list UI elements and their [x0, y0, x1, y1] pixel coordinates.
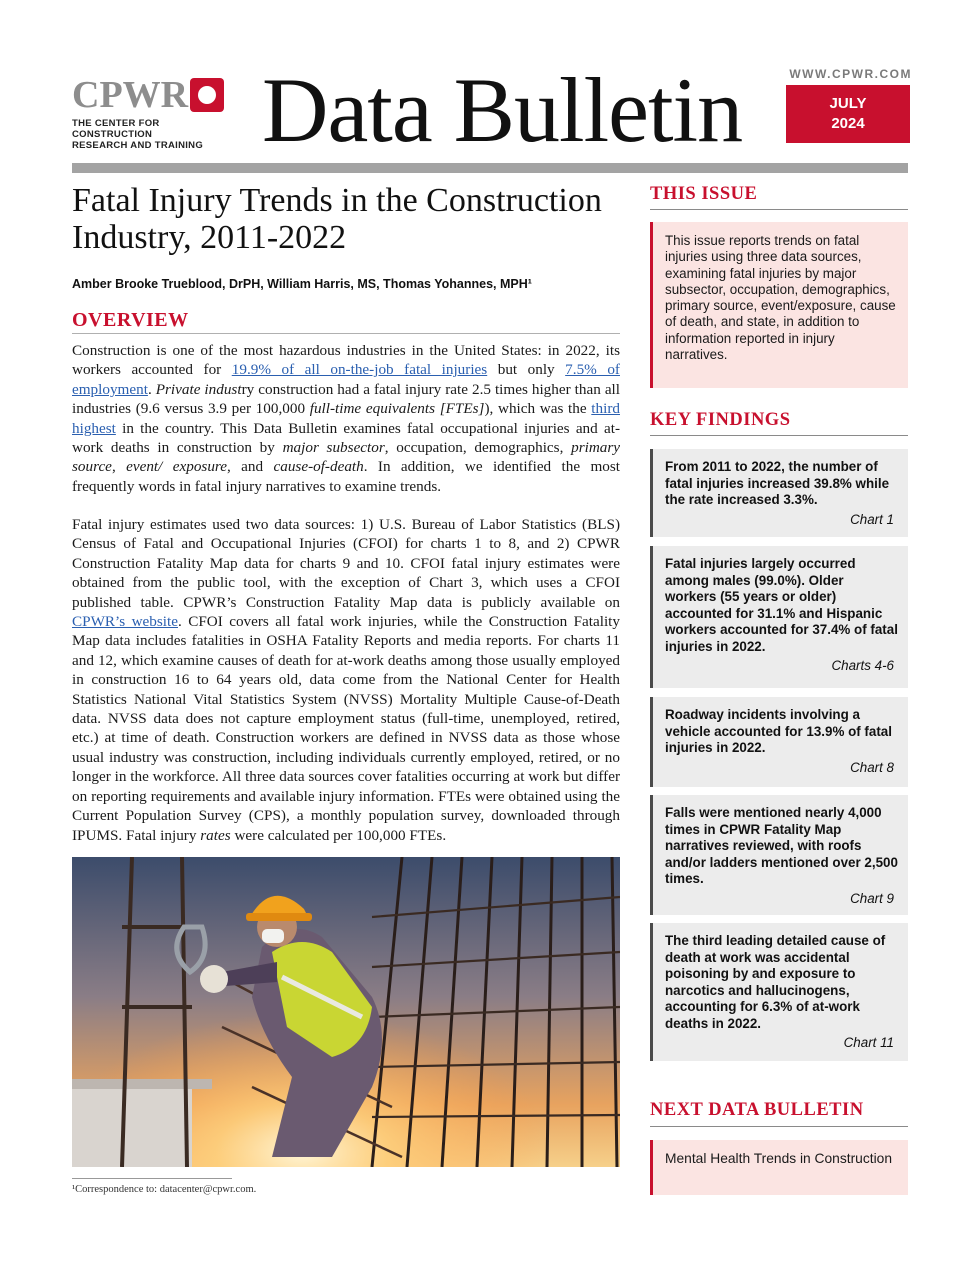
next-bulletin-heading: NEXT DATA BULLETIN	[650, 1100, 864, 1120]
this-issue-box: This issue reports trends on fatal injuries using three data sources, examining fatal injuries by major subsector, occupation, demographics, primary source, event/exposure, cause of death, and state, in addition to information reported in injury narratives.	[650, 222, 908, 388]
website-link[interactable]: WWW.CPWR.COM	[789, 67, 912, 81]
photo-illustration	[72, 857, 620, 1167]
finding-chart-ref: Chart 11	[843, 1035, 894, 1050]
text-span: event/ exposure	[126, 458, 227, 476]
footnote-divider	[72, 1178, 232, 1179]
text-span: were calculated per 100,000 FTEs.	[230, 826, 447, 844]
finding-chart-ref: Chart 8	[850, 759, 894, 775]
text-span: full-time equivalents [FTEs]	[309, 400, 485, 418]
finding-text: The third leading detailed cause of death at work was accidental poisoning by and exposure to narcotics and hallucinogens, accounting for 6.3% of at-work deaths in 2022.	[665, 933, 886, 1031]
text-span: rates	[200, 826, 231, 844]
text-span: , occupation, demographics,	[384, 439, 572, 457]
bulletin-title: Data Bulletin	[262, 59, 743, 161]
logo-subtitle-line1: THE CENTER FOR CONSTRUCTION	[72, 118, 160, 140]
header-divider	[72, 163, 908, 173]
article-title-line1: Fatal Injury Trends in the Construction	[72, 182, 602, 219]
link-fatal-injuries-share[interactable]: 19.9% of all on-the-job fatal injuries	[231, 361, 488, 379]
cpwr-logo	[72, 76, 242, 151]
footnote: ¹Correspondence to: datacenter@cpwr.com.	[72, 1184, 257, 1195]
link-employment-share[interactable]: 7.5% of employment	[72, 361, 620, 398]
issue-year: 2024	[831, 115, 865, 132]
link-cpwr-website[interactable]: CPWR’s website	[72, 613, 178, 631]
next-bulletin-divider	[650, 1126, 908, 1127]
text-span: in the country. This Data Bulletin examines fatal occupational injuries and at-work deaths in construction by	[72, 419, 620, 457]
key-findings-heading: KEY FINDINGS	[650, 410, 791, 430]
finding-chart-ref: Chart 9	[850, 890, 894, 906]
text-span: but only	[487, 361, 566, 379]
text-span: Construction is one of the most hazardous industries in the United States: in 2022, its workers accounted for	[72, 342, 620, 379]
issue-date-badge	[786, 85, 910, 143]
this-issue-heading: THIS ISSUE	[650, 184, 758, 204]
overview-divider	[72, 333, 620, 334]
issue-month: JULY	[829, 95, 867, 112]
finding-text: From 2011 to 2022, the number of fatal injuries increased 39.8% while the rate increased 3.3%.	[665, 459, 890, 507]
construction-worker-photo	[72, 857, 620, 1167]
text-span: , and	[227, 458, 274, 476]
overview-heading: OVERVIEW	[72, 309, 189, 331]
finding-chart-ref: Charts 4-6	[831, 658, 894, 673]
next-bulletin-box: Mental Health Trends in Construction	[650, 1140, 908, 1195]
text-span: cause-of-death	[273, 458, 364, 476]
finding-text: Falls were mentioned nearly 4,000 times in CPWR Fatality Map narratives reviewed, with roofs and/or ladders mentioned over 2,500 times.	[665, 805, 898, 886]
finding-text: Fatal injuries largely occurred among males (99.0%). Older workers (55 years or older) accounted for 31.1% and Hispanic workers accounted for 37.4% of fatal injuries in 2022.	[665, 556, 898, 654]
text-span: primary source	[72, 439, 621, 476]
text-span: ry construction had a fatal injury rate 2.5 times higher than all industries (9.6 versus 3.9 per 100,000	[72, 380, 620, 418]
text-span: Fatal injury estimates used two data sources: 1) U.S. Bureau of Labor Statistics (BLS) Census of Fatal and Occupational Injuries (CFOI) for charts 1 to 8, and 2) CPWR Construction Fatality Map data for charts 9 and 10. CFOI fatal injury estimates were obtained from the public tool, with the exception of Chart 3, which uses a CFOI published table. CPWR’s Construction Fatality Map data is publicly available on	[72, 516, 620, 611]
finding-chart-ref: Chart 1	[850, 511, 894, 527]
finding-card	[650, 923, 908, 1061]
overview-paragraph-1	[72, 341, 620, 496]
key-findings-divider	[650, 435, 908, 436]
this-issue-divider	[650, 209, 908, 210]
finding-card	[650, 546, 908, 688]
authors: Amber Brooke Trueblood, DrPH, William Harris, MS, Thomas Yohannes, MPH¹	[72, 277, 532, 291]
logo-wordmark: CPWR	[72, 74, 189, 116]
text-span: Private indust	[155, 380, 242, 398]
article-title	[72, 182, 632, 256]
article-title-line2: Industry, 2011-2022	[72, 219, 347, 256]
finding-card	[650, 449, 908, 537]
finding-text: Roadway incidents involving a vehicle accounted for 13.9% of fatal injuries in 2022.	[665, 707, 892, 755]
text-span: .	[147, 380, 156, 398]
overview-paragraph-2	[72, 515, 620, 845]
text-span: major subsector	[282, 439, 385, 457]
text-span: ), which was the	[484, 400, 592, 418]
text-span: ,	[111, 458, 127, 476]
finding-card	[650, 795, 908, 915]
text-span: . In addition, we identified the most frequently words in fatal injury narratives to examine trends.	[72, 458, 620, 495]
logo-subtitle	[72, 118, 242, 151]
logo-subtitle-line2: RESEARCH AND TRAINING	[72, 140, 204, 151]
link-third-highest[interactable]: third highest	[72, 400, 620, 437]
cpwr-logo-icon	[190, 78, 224, 112]
text-span: . CFOI covers all fatal work injuries, while the Construction Fatality Map data includes fatalities in OSHA Fatality Reports and media reports. For charts 11 and 12, which examine causes of death for at-work deaths among those usually employed in construction 16 to 64 years old, data come from the National Center for Health Statistics National Vital Statistics System (NVSS) Mortality Multiple Cause-of-Death data. NVSS data does not capture employment status (full-time, unemployed, retired, etc.) at time of death. Construction workers are defined in NVSS data as those whose usual industry was construction, including individuals currently employed, retired, or no longer in the workforce. All three data sources cover fatalities occurring at work but differ on reporting requirements and available injury information. FTEs were obtained using the Current Population Survey (CPS), a monthly population survey, downloaded through IPUMS. Fatal injury	[72, 613, 620, 844]
finding-card	[650, 697, 908, 787]
